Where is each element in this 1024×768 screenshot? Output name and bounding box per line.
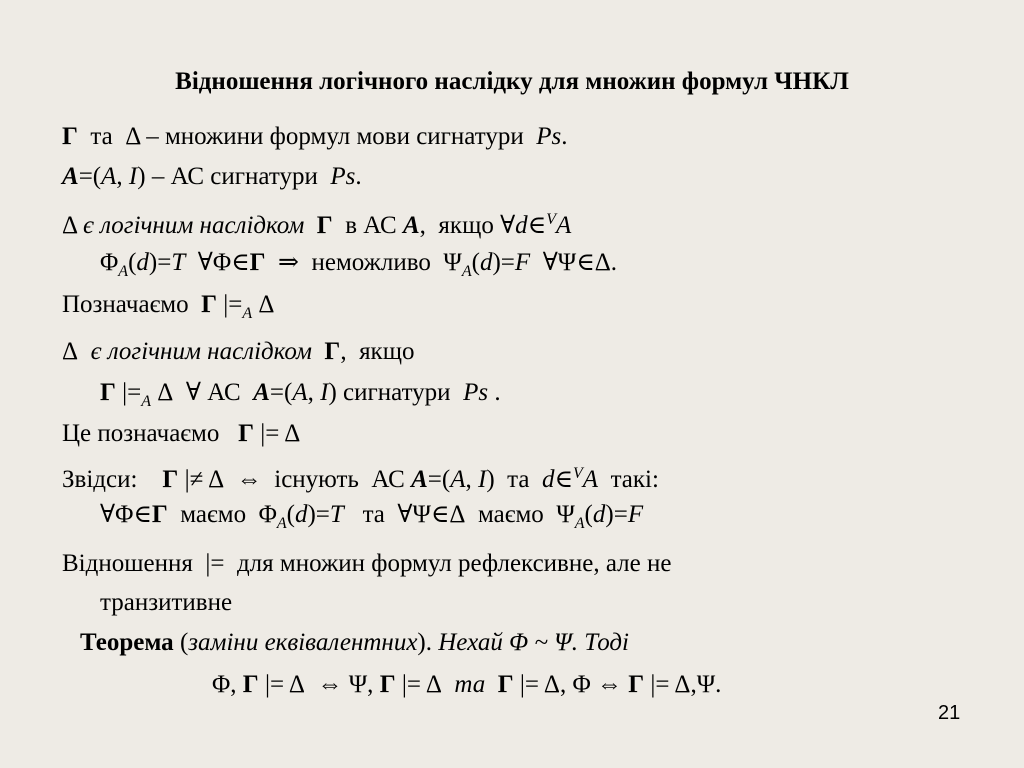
page-number: 21 <box>938 702 961 724</box>
line-for-all-as: Γ $|=_A$ Δ ∀ АС A=(A, I) сигнатури Ps . <box>100 379 501 410</box>
line-relation-reflexive: Відношення |= для множин формул рефлексивне, але не <box>62 550 672 577</box>
slide-title: Відношення логічного наслідку для множин формул ЧНКЛ <box>175 68 849 95</box>
line-transitive: транзитивне <box>100 589 233 616</box>
line-consequence-in-as: Δ є логічним наслідком Γ в АС A, якщо ∀d∈$^V$A <box>62 211 572 239</box>
line-theorem-formula: Φ, Γ |= Δ ⇔ Ψ, Γ |= Δ та Γ |= Δ, Φ ⇔ Γ |= Δ,Ψ. <box>212 671 722 698</box>
line-from-here: Звідси: Γ |≠ Δ ⇔ існують АС A=(A, I) та d∈$^V$A такі: <box>62 465 659 493</box>
line-sets-definition: Γ та Δ – множини формул мови сигнатури Ps. <box>62 123 568 150</box>
line-theorem: Теорема (заміни еквівалентних). Нехай Φ ~ Ψ. Тоді <box>80 629 629 656</box>
line-as-definition: A=(A, I) – АС сигнатури Ps. <box>62 163 362 190</box>
line-phi-condition: $\Phi_A(d)=T$ ∀Φ∈Γ ⇒ неможливо $\Psi_A(d)=F$ ∀Ψ∈Δ. <box>100 249 618 280</box>
line-have-conditions: ∀Φ∈Γ маємо $\Phi_A(d)=T$ та ∀Ψ∈Δ маємо $\Psi_A(d)=F$ <box>100 501 644 532</box>
line-consequence-general: Δ є логічним наслідком Γ, якщо <box>62 338 415 365</box>
line-denote-general: Це позначаємо Γ |= Δ <box>62 420 301 447</box>
line-denote-as: Позначаємо Γ $|=_A$ Δ <box>62 291 275 322</box>
